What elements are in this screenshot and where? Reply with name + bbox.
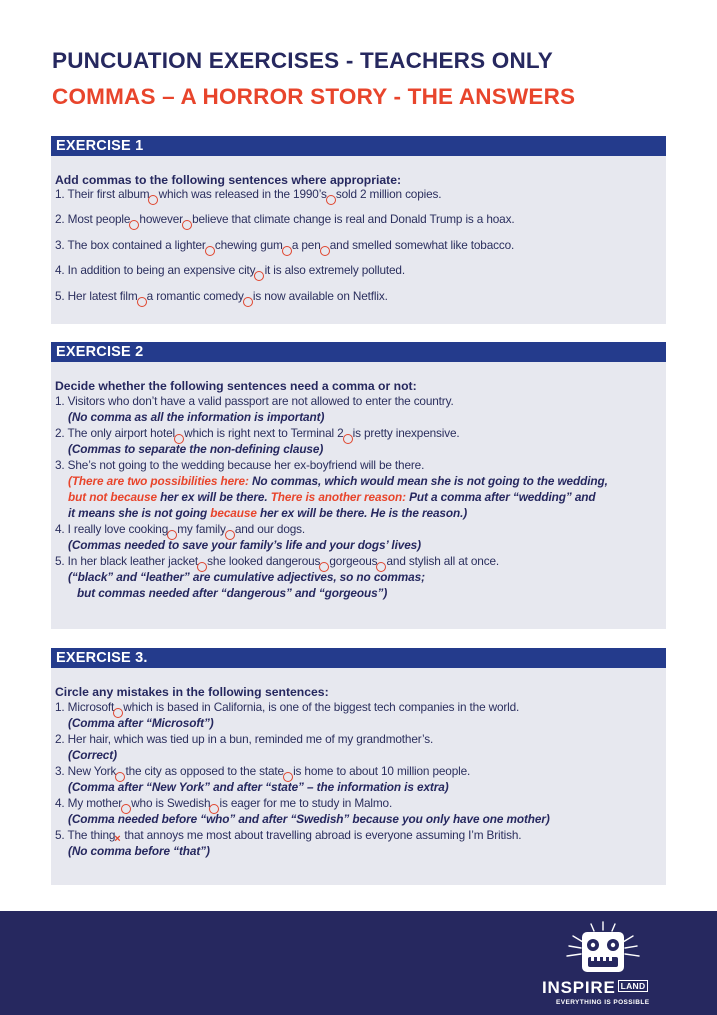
exercise-2-heading: EXERCISE 2: [51, 342, 666, 362]
exercise-1-sentence-5: 5. Her latest film a romantic comedy is now available on Netflix.: [55, 288, 388, 303]
exercise-3-answer-3: (Comma after “New York” and after “state” – the information is extra): [68, 780, 449, 794]
exercise-2-answer-3-line-2: but not because her ex will be there. There is another reason: Put a comma after “wedding” and: [68, 490, 596, 504]
comma-circle-mark: [344, 436, 350, 437]
exercise-3-sentence-5: 5. The thing× that annoys me most about travelling abroad is everyone assuming I’m British.: [55, 827, 666, 843]
comma-circle-mark: [168, 532, 174, 533]
exercise-1-instruction: Add commas to the following sentences where appropriate:: [55, 173, 402, 187]
exercise-2-answer-1: (No comma as all the information is important): [68, 410, 325, 424]
comma-circle-mark: [320, 564, 326, 565]
comma-circle-mark: [183, 222, 189, 223]
exercise-3-sentence-3: 3. New York the city as opposed to the state is home to about 10 million people.: [55, 764, 471, 778]
inspireland-logo: [539, 918, 669, 1013]
exercise-3-answer-1: (Comma after “Microsoft”): [68, 716, 214, 730]
robot-face-logo-icon: [561, 920, 645, 978]
exercise-2-sentence-3: 3. She’s not going to the wedding because her ex-boyfriend will be there.: [55, 458, 425, 472]
exercise-3-panel: [51, 648, 666, 885]
exercise-1-sentence-1: 1. Their first album which was released in the 1990’s sold 2 million copies.: [55, 187, 442, 201]
comma-circle-mark: [226, 532, 232, 533]
comma-circle-mark: [198, 564, 204, 565]
exercise-3-sentence-2: 2. Her hair, which was tied up in a bun, reminded me of my grandmother’s.: [55, 732, 434, 746]
exercise-1-heading: EXERCISE 1: [51, 136, 666, 156]
comma-circle-mark: [114, 710, 120, 711]
comma-circle-mark: [244, 299, 250, 300]
comma-circle-mark: [149, 197, 155, 198]
exercise-3-heading: EXERCISE 3.: [51, 648, 666, 668]
page-title: PUNCUATION EXERCISES - TEACHERS ONLY: [52, 48, 554, 73]
exercise-2-sentence-4: 4. I really love cooking my family and our dogs.: [55, 522, 306, 536]
comma-circle-mark: [283, 248, 289, 249]
exercise-2-answer-5-line-2: but commas needed after “dangerous” and “gorgeous”): [77, 586, 388, 600]
comma-circle-mark: [175, 436, 181, 437]
exercise-2-answer-4: (Commas needed to save your family’s life and your dogs’ lives): [68, 538, 421, 552]
exercise-2-sentence-2: 2. The only airport hotel which is right next to Terminal 2 is pretty inexpensive.: [55, 426, 460, 440]
exercise-3-answer-2: (Correct): [68, 748, 117, 762]
exercise-1-panel: [51, 136, 666, 324]
comma-circle-mark: [255, 273, 261, 274]
comma-circle-mark: [210, 806, 216, 807]
comma-circle-mark: [116, 774, 122, 775]
exercise-2-panel: [51, 342, 666, 629]
exercise-3-instruction: Circle any mistakes in the following sentences:: [55, 685, 329, 699]
comma-circle-mark: [138, 299, 144, 300]
comma-circle-mark: [377, 564, 383, 565]
comma-circle-mark: [206, 248, 212, 249]
brand-tagline: EVERYTHING IS POSSIBLE: [556, 999, 650, 1006]
exercise-2-answer-3-line-1: (There are two possibilities here: No commas, which would mean she is not going to the wedding,: [68, 474, 608, 488]
exercise-1-sentence-2: 2. Most people however believe that climate change is real and Donald Trump is a hoax.: [55, 212, 515, 226]
comma-circle-mark: [284, 774, 290, 775]
comma-circle-mark: [327, 197, 333, 198]
comma-circle-mark: [122, 806, 128, 807]
exercise-2-answer-2: (Commas to separate the non-defining clause): [68, 442, 324, 456]
comma-circle-mark: [321, 248, 327, 249]
exercise-2-answer-5-line-1: (“black” and “leather” are cumulative adjectives, so no commas;: [68, 570, 425, 584]
exercise-2-sentence-1: 1. Visitors who don’t have a valid passport are not allowed to enter the country.: [55, 394, 454, 408]
cross-mark-icon: [115, 838, 121, 839]
exercise-3-sentence-1: 1. Microsoft which is based in California, is one of the biggest tech companies in the world.: [55, 700, 520, 714]
exercise-2-answer-3-line-3: it means she is not going because her ex will be there. He is the reason.): [68, 506, 468, 520]
exercise-3-sentence-4: 4. My mother who is Swedish is eager for me to study in Malmo.: [55, 796, 393, 810]
exercise-1-sentence-4: 4. In addition to being an expensive city it is also extremely polluted.: [55, 263, 405, 277]
brand-wordmark: INSPIRE $^{LAND}$: [542, 978, 648, 998]
exercise-3-answer-5: (No comma before “that”): [68, 844, 210, 858]
page-subtitle: COMMAS – A HORROR STORY - THE ANSWERS: [52, 84, 576, 109]
exercise-3-answer-4: (Comma needed before “who” and after “Swedish” because you only have one mother): [68, 812, 550, 826]
exercise-2-sentence-5: 5. In her black leather jacket she looked dangerous gorgeous and stylish all at once.: [55, 554, 499, 568]
exercise-2-instruction: Decide whether the following sentences need a comma or not:: [55, 379, 417, 393]
exercise-1-sentence-3: 3. The box contained a lighter chewing gum a pen and smelled somewhat like tobacco.: [55, 237, 515, 252]
comma-circle-mark: [130, 222, 136, 223]
